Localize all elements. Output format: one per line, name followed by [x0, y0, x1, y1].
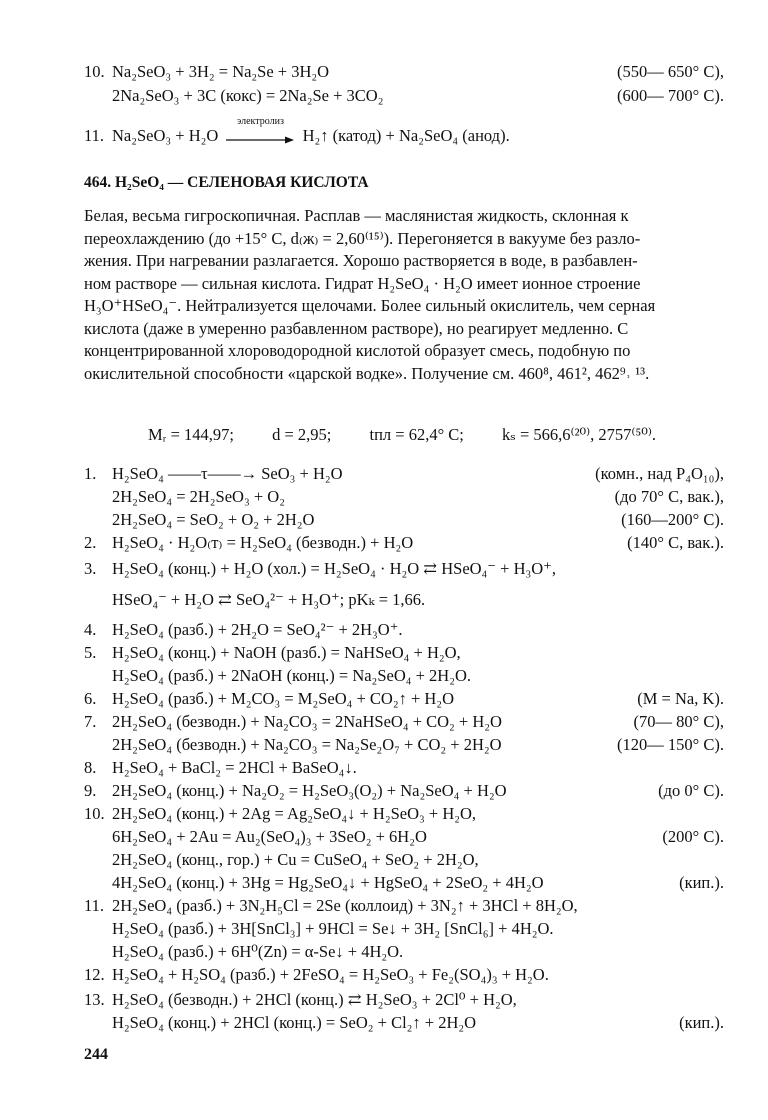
reaction-condition: (160—200° С).	[621, 510, 724, 529]
description-paragraph	[84, 205, 724, 385]
reaction-number: 10.	[84, 804, 105, 823]
reaction-equation: H₂SeO₄ · H₂O₍т₎ = H₂SeO₄ (безводн.) + H₂O	[112, 533, 414, 552]
reaction-equation: H₂SeO₄ (конц.) + 2HCl (конц.) = SeO₂ + Cl₂↑ + 2H₂O	[112, 1013, 477, 1032]
paragraph-line: жения. При нагревании разлагается. Хорошо растворяется в воде, в разбавлен-	[84, 251, 638, 270]
equation-text: Na₂SeO₃ + 3H₂ = Na₂Se + 3H₂O	[112, 62, 330, 81]
reaction-equation: H₂SeO₄ (разб.) + 6H⁰(Zn) = α-Se↓ + 4H₂O.	[112, 942, 404, 961]
arrow-right-icon	[226, 133, 294, 147]
reaction-line	[84, 588, 724, 612]
reaction-line	[84, 825, 724, 849]
reaction-line	[84, 1011, 724, 1035]
reaction-line	[84, 733, 724, 757]
reaction-arrow	[226, 116, 294, 144]
reaction-line	[84, 557, 724, 581]
reaction-condition: (кип.).	[679, 1013, 724, 1032]
paragraph-line: H₃O⁺HSeO₄⁻. Нейтрализуется щелочами. Более сильный окислитель, чем серная	[84, 296, 656, 315]
reaction-equation: H₂SeO₄ (конц.) + NaOH (разб.) = NaHSeO₄ + H₂O,	[112, 643, 461, 662]
reaction-line	[84, 462, 724, 486]
equation-line	[84, 60, 724, 84]
reaction-equation: 2H₂SeO₄ (разб.) + 3N₂H₅Cl = 2Se (коллоид) + 3N₂↑ + 3HCl + 8H₂O,	[112, 896, 578, 915]
equation-number: 10.	[84, 62, 105, 81]
reaction-equation: 2H₂SeO₄ (безводн.) + Na₂CO₃ = Na₂Se₂O₇ + CO₂ + 2H₂O	[112, 735, 502, 754]
equation-right: H₂↑ (катод) + Na₂SeO₄ (анод).	[302, 126, 510, 145]
molar-mass: Mᵣ = 144,97;	[148, 425, 234, 444]
reaction-equation: 2H₂SeO₄ (безводн.) + Na₂CO₃ = 2NaHSeO₄ + CO₂ + H₂O	[112, 712, 502, 731]
reaction-equation: 4H₂SeO₄ (конц.) + 3Hg = Hg₂SeO₄↓ + HgSeO₄ + 2SeO₂ + 4H₂O	[112, 873, 544, 892]
reaction-condition: (до 0° С).	[658, 781, 724, 800]
reaction-number: 13.	[84, 990, 105, 1009]
equation-condition: (600— 700° C).	[617, 86, 724, 105]
melting-point: tпл = 62,4° С;	[369, 425, 464, 444]
solubility: kₛ = 566,6⁽²⁰⁾, 2757⁽⁵⁰⁾.	[502, 425, 657, 444]
reaction-equation: 2H₂SeO₄ (конц., гор.) + Cu = CuSeO₄ + SeO₂ + 2H₂O,	[112, 850, 479, 869]
reaction-number: 12.	[84, 965, 105, 984]
paragraph-line: концентрированной хлороводородной кислотой образует смесь, подобную по	[84, 341, 631, 360]
reaction-condition: (M = Na, K).	[637, 689, 724, 708]
properties-line	[148, 423, 690, 447]
reaction-condition: (до 70° С, вак.),	[614, 487, 724, 506]
reaction-line	[84, 618, 724, 642]
equation-number: 11.	[84, 126, 105, 145]
reaction-number: 2.	[84, 533, 97, 552]
section-heading: 464. H₂SeO₄ — СЕЛЕНОВАЯ КИСЛОТА	[84, 174, 369, 191]
reaction-equation: HSeO₄⁻ + H₂O ⇄ SeO₄²⁻ + H₃O⁺; pKₖ = 1,66.	[112, 590, 426, 609]
reaction-number: 8.	[84, 758, 97, 777]
reaction-line	[84, 988, 724, 1012]
equation-left: Na₂SeO₃ + H₂O	[112, 126, 219, 145]
reaction-line	[84, 963, 724, 987]
reaction-equation: 2H₂SeO₄ (конц.) + 2Ag = Ag₂SeO₄↓ + H₂SeO₃ + H₂O,	[112, 804, 477, 823]
reaction-line	[84, 508, 724, 532]
equation-text: 2Na₂SeO₃ + 3C (кокс) = 2Na₂Se + 3CO₂	[112, 86, 384, 105]
reaction-line	[84, 710, 724, 734]
reaction-condition: (140° С, вак.).	[627, 533, 724, 552]
reaction-equation: H₂SeO₄ ——τ——→ SeO₃ + H₂O	[112, 464, 343, 483]
reaction-equation: 2H₂SeO₄ (конц.) + Na₂O₂ = H₂SeO₃(O₂) + Na₂SeO₄ + H₂O	[112, 781, 507, 800]
equation-line-electrolysis	[84, 116, 724, 148]
reaction-equation: 2H₂SeO₄ = 2H₂SeO₃ + O₂	[112, 487, 285, 506]
reaction-line	[84, 485, 724, 509]
density: d = 2,95;	[272, 425, 332, 444]
reaction-condition: (200° С).	[662, 827, 724, 846]
paragraph-line: ном растворе — сильная кислота. Гидрат H₂SeO₄ · H₂O имеет ионное строение	[84, 273, 641, 293]
reaction-equation: H₂SeO₄ (разб.) + M₂CO₃ = M₂SeO₄ + CO₂↑ + H₂O	[112, 689, 454, 708]
reaction-number: 7.	[84, 712, 97, 731]
reaction-equation: H₂SeO₄ + BaCl₂ = 2HCl + BaSeO₄↓.	[112, 758, 357, 777]
reaction-equation: 2H₂SeO₄ = SeO₂ + O₂ + 2H₂O	[112, 510, 315, 529]
reaction-number: 4.	[84, 620, 97, 639]
reaction-number: 3.	[84, 559, 97, 578]
equation-line	[84, 84, 724, 108]
reaction-line	[84, 687, 724, 711]
paragraph-line: Белая, весьма гигроскопичная. Расплав — маслянистая жидкость, склонная к	[84, 206, 629, 225]
arrow-label: электролиз	[236, 116, 284, 128]
reaction-condition: (комн., над P₄O₁₀),	[595, 464, 724, 483]
reaction-condition: (70— 80° С),	[633, 712, 724, 731]
reaction-line	[84, 871, 724, 895]
reaction-number: 5.	[84, 643, 97, 662]
equation-condition: (550— 650° C),	[617, 62, 724, 81]
reaction-condition: (кип.).	[679, 873, 724, 892]
page-number: 244	[84, 1046, 108, 1063]
reaction-equation: H₂SeO₄ (разб.) + 2NaOH (конц.) = Na₂SeO₄ + 2H₂O.	[112, 666, 471, 685]
reaction-equation: 6H₂SeO₄ + 2Au = Au₂(SeO₄)₃ + 3SeO₂ + 6H₂O	[112, 827, 427, 846]
reaction-line	[84, 848, 724, 872]
paragraph-line: переохлаждению (до +15° С, d₍ж₎ = 2,60⁽¹⁵⁾). Перегоняется в вакууме без разло-	[84, 228, 641, 248]
reaction-line	[84, 664, 724, 688]
reaction-equation: H₂SeO₄ + H₂SO₄ (разб.) + 2FeSO₄ = H₂SeO₃ + Fe₂(SO₄)₃ + H₂O.	[112, 965, 549, 984]
reaction-number: 1.	[84, 464, 97, 483]
paragraph-line: кислота (даже в умеренно разбавленном растворе), но реагирует медленно. С	[84, 318, 629, 338]
reaction-line	[84, 531, 724, 555]
reaction-line	[84, 940, 724, 964]
reaction-line	[84, 779, 724, 803]
reaction-number: 11.	[84, 896, 105, 915]
reaction-line	[84, 802, 724, 826]
reaction-line	[84, 641, 724, 665]
reaction-equation: H₂SeO₄ (конц.) + H₂O (хол.) = H₂SeO₄ · H₂O ⇄ HSeO₄⁻ + H₃O⁺,	[112, 559, 556, 578]
reaction-equation: H₂SeO₄ (разб.) + 2H₂O = SeO₄²⁻ + 2H₃O⁺.	[112, 620, 403, 639]
reaction-equation: H₂SeO₄ (безводн.) + 2HCl (конц.) ⇄ H₂SeO₃ + 2Cl⁰ + H₂O,	[112, 990, 517, 1009]
reaction-condition: (120— 150° С).	[617, 735, 724, 754]
reaction-line	[84, 894, 724, 918]
paragraph-line: окислительной способности «царской водке». Получение см. 460⁸, 461², 462⁹˒ ¹³.	[84, 363, 650, 383]
reaction-equation: H₂SeO₄ (разб.) + 3H[SnCl₃] + 9HCl = Se↓ + 3H₂ [SnCl₆] + 4H₂O.	[112, 919, 554, 938]
reaction-number: 6.	[84, 689, 97, 708]
reaction-line	[84, 756, 724, 780]
reaction-number: 9.	[84, 781, 97, 800]
reaction-line	[84, 917, 724, 941]
